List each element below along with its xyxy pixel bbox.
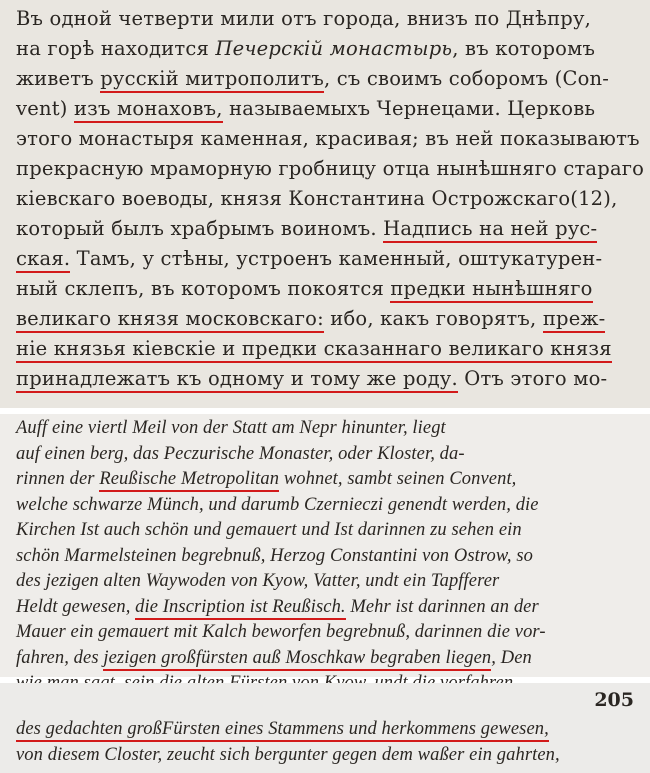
- russian-paragraph: [16, 4, 645, 394]
- italic-phrase: Печерскій монастырь: [215, 37, 453, 60]
- text-segment: Heldt gewesen,: [16, 596, 136, 617]
- text-segment: vent): [16, 97, 74, 120]
- text-line: [16, 94, 642, 124]
- highlighted-phrase: изъ монаховъ,: [74, 97, 223, 123]
- highlighted-phrase: ніе князья кіевскіе и предки сказаннаго великаго князя: [16, 337, 612, 363]
- text-line: [16, 595, 640, 621]
- text-line: [16, 518, 640, 544]
- highlighted-phrase: Надпись на ней рус-: [383, 217, 597, 243]
- text-line: [16, 364, 642, 394]
- text-line: [16, 304, 642, 334]
- german-paragraph: [16, 416, 640, 697]
- text-segment: живетъ: [16, 67, 101, 90]
- text-segment: Auff eine viertl Meil von der Statt am Nepr hinunter, liegt: [16, 418, 446, 438]
- text-segment: ный склепъ, въ которомъ покоятся: [16, 277, 391, 300]
- page-number: 205: [594, 689, 634, 711]
- text-line: [16, 442, 640, 468]
- text-segment: schön Marmelsteinen begrebnuß, Herzog Constantini von Ostrow, so: [16, 545, 534, 566]
- text-segment: , съ своимъ соборомъ (Con-: [323, 67, 610, 90]
- text-segment: Тамъ, у стѣны, устроенъ каменный, оштукатурен-: [70, 247, 603, 270]
- text-line: [16, 4, 642, 34]
- german-text-panel: [0, 414, 650, 677]
- highlighted-phrase: преж-: [543, 307, 606, 333]
- text-line: [16, 334, 642, 364]
- text-segment: auf einen berg, das Peczurische Monaster, oder Kloster, da-: [16, 443, 465, 464]
- text-line: [16, 717, 640, 743]
- text-line: [16, 544, 640, 570]
- text-segment: fahren, des: [16, 647, 104, 668]
- text-line: [16, 646, 640, 672]
- highlighted-phrase: великаго князя московскаго:: [16, 307, 324, 333]
- text-line: [16, 124, 642, 154]
- text-line: [16, 244, 642, 274]
- text-line: [16, 620, 640, 646]
- text-segment: который былъ храбрымъ воиномъ.: [16, 217, 384, 240]
- text-segment: прекрасную мраморную гробницу отца нынѣшняго стараго: [16, 157, 645, 180]
- text-line: [16, 493, 640, 519]
- text-segment: называемыхъ Чернецами. Церковь: [222, 97, 596, 120]
- highlighted-phrase: Reußische Metropolitan: [99, 469, 279, 492]
- text-segment: des jezigen alten Waywoden von Kyow, Vatter, undt ein Tapfferer: [16, 571, 500, 591]
- text-segment: Въ одной четверти мили отъ города, внизъ по Днѣпру,: [16, 7, 592, 30]
- text-segment: Mauer ein gemauert mit Kalch beworfen begrebnuß, darinnen die vor-: [16, 622, 546, 642]
- text-line: [16, 64, 642, 94]
- text-line: [16, 743, 640, 769]
- text-line: [16, 184, 642, 214]
- text-line: [16, 214, 642, 244]
- german-continuation-panel: [0, 683, 650, 773]
- highlighted-phrase: русскій митрополитъ: [100, 67, 324, 93]
- highlighted-phrase: принадлежатъ къ одному и тому же роду.: [16, 367, 458, 393]
- highlighted-phrase: die Inscription ist Reußisch.: [135, 597, 345, 620]
- text-line: [16, 154, 645, 184]
- text-segment: на горѣ находится: [16, 37, 216, 60]
- highlighted-phrase: jezigen großfürsten auß Moschkaw begraben liegen: [103, 648, 491, 671]
- text-segment: rinnen der: [16, 469, 100, 489]
- text-segment: Mehr ist darinnen an der: [345, 596, 539, 617]
- text-line: [16, 569, 640, 595]
- text-line: [16, 467, 640, 493]
- text-segment: von diesem Closter, zeucht sich bergunter gegen dem waßer ein gahrten,: [16, 744, 560, 765]
- text-segment: , въ которомъ: [452, 37, 596, 60]
- text-segment: этого монастыря каменная, красивая; въ ней показываютъ: [16, 127, 640, 150]
- highlighted-phrase: ская.: [16, 247, 70, 273]
- german-continuation-paragraph: [16, 717, 640, 768]
- text-segment: welche schwarze Münch, und darumb Czernieczi genendt werden, die: [16, 494, 539, 515]
- text-segment: Отъ этого мо-: [457, 367, 608, 390]
- text-segment: ибо, какъ говорятъ,: [323, 307, 543, 330]
- text-segment: wohnet, sambt seinen Convent,: [279, 469, 517, 489]
- text-line: [16, 274, 642, 304]
- text-segment: кіевскаго воеводы, князя Константина Острожскаго(12),: [16, 187, 618, 210]
- highlighted-phrase: des gedachten großFürsten eines Stammens und herkommens gewesen,: [16, 719, 549, 742]
- text-line: [16, 34, 642, 64]
- text-segment: Kirchen Ist auch schön und gemauert und Ist darinnen zu sehen ein: [16, 520, 522, 540]
- highlighted-phrase: предки нынѣшняго: [390, 277, 592, 303]
- text-segment: , Den: [491, 647, 532, 668]
- text-line: [16, 416, 640, 442]
